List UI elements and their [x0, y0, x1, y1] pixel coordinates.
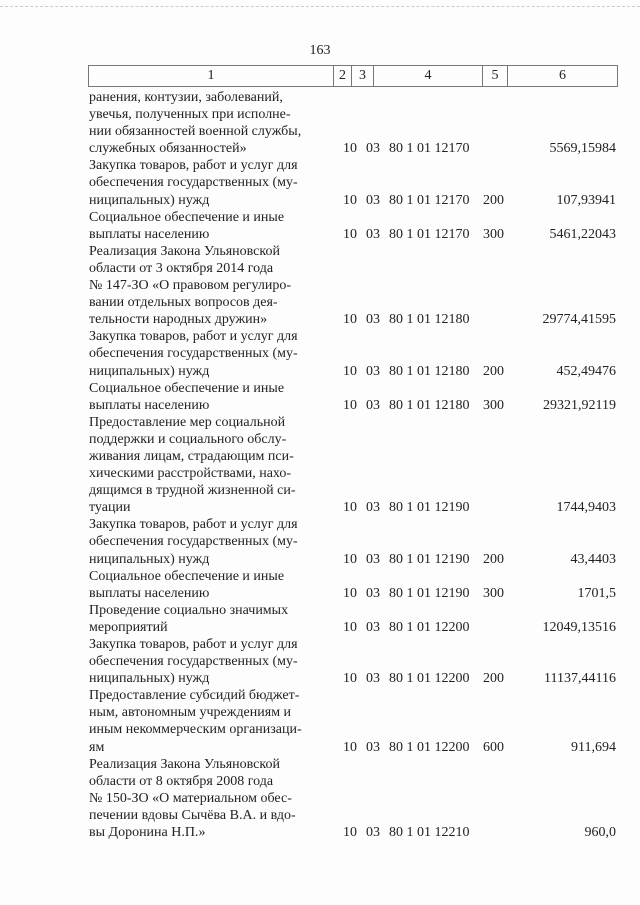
subsection-code: 03 [366, 192, 380, 208]
expense-type-code: 200 [483, 192, 504, 208]
table-row [89, 89, 616, 157]
amount: 5569,15984 [549, 141, 616, 157]
table-row [89, 209, 616, 243]
target-article-code: 80 1 01 12180 [389, 397, 470, 413]
target-article-code: 80 1 01 12180 [389, 312, 470, 328]
subsection-code: 03 [366, 619, 380, 635]
expense-type-code: 200 [483, 363, 504, 379]
header-col-4: 4 [374, 66, 483, 86]
amount: 1701,5 [577, 585, 616, 601]
amount: 43,4403 [570, 551, 616, 567]
subsection-code: 03 [366, 825, 380, 841]
expense-type-code: 600 [483, 739, 504, 755]
section-code: 10 [343, 192, 357, 208]
target-article-code: 80 1 01 12180 [389, 363, 470, 379]
section-code: 10 [343, 551, 357, 567]
expense-type-code: 200 [483, 671, 504, 687]
expense-type-code: 300 [483, 585, 504, 601]
table-row [89, 568, 616, 602]
subsection-code: 03 [366, 585, 380, 601]
table-row [89, 602, 616, 636]
row-description: Реализация Закона Ульяновской области от 3 октября 2014 года № 147-ЗО «О правовом регулиро- вании отдельных вопросов дея- тельности народных дружин» [89, 243, 292, 328]
target-article-code: 80 1 01 12190 [389, 551, 470, 567]
target-article-code: 80 1 01 12170 [389, 192, 470, 208]
target-article-code: 80 1 01 12200 [389, 739, 470, 755]
amount: 452,49476 [556, 363, 616, 379]
amount: 1744,9403 [556, 500, 616, 516]
subsection-code: 03 [366, 671, 380, 687]
row-description: Социальное обеспечение и иные выплаты населению [89, 380, 285, 413]
subsection-code: 03 [366, 141, 380, 157]
target-article-code: 80 1 01 12170 [389, 141, 470, 157]
section-code: 10 [343, 619, 357, 635]
row-description: Закупка товаров, работ и услуг для обеспечения государственных (му- ниципальных) нужд [89, 158, 298, 208]
header-col-2: 2 [334, 66, 352, 86]
expense-type-code: 300 [483, 397, 504, 413]
section-code: 10 [343, 141, 357, 157]
target-article-code: 80 1 01 12210 [389, 825, 470, 841]
table-row [89, 328, 616, 379]
expense-type-code: 200 [483, 551, 504, 567]
subsection-code: 03 [366, 312, 380, 328]
target-article-code: 80 1 01 12190 [389, 500, 470, 516]
page-number: 163 [309, 43, 331, 58]
section-code: 10 [343, 739, 357, 755]
section-code: 10 [343, 585, 357, 601]
row-description: ранения, контузии, заболеваний, увечья, полученных при исполне- нии обязанностей военной службы, служебных обязанностей» [89, 90, 302, 157]
header-col-3: 3 [352, 66, 374, 86]
section-code: 10 [343, 397, 357, 413]
amount: 911,694 [571, 739, 616, 755]
table-row [89, 243, 616, 328]
section-code: 10 [343, 226, 357, 242]
header-col-1: 1 [89, 66, 334, 86]
target-article-code: 80 1 01 12200 [389, 619, 470, 635]
expense-type-code: 300 [483, 226, 504, 242]
row-description: Закупка товаров, работ и услуг для обеспечения государственных (му- ниципальных) нужд [89, 517, 298, 567]
table-row [89, 157, 616, 208]
row-description: Закупка товаров, работ и услуг для обеспечения государственных (му- ниципальных) нужд [89, 329, 298, 379]
target-article-code: 80 1 01 12200 [389, 671, 470, 687]
table-row [89, 414, 616, 517]
amount: 5461,22043 [549, 226, 616, 242]
section-code: 10 [343, 825, 357, 841]
table-row [89, 687, 616, 755]
row-description: Реализация Закона Ульяновской области от 8 октября 2008 года № 150-ЗО «О материальном обес- печении вдовы Сычёва В.А. и вдо- вы Доронина Н.П.» [89, 756, 296, 841]
section-code: 10 [343, 500, 357, 516]
subsection-code: 03 [366, 500, 380, 516]
row-description: Закупка товаров, работ и услуг для обеспечения государственных (му- ниципальных) нужд [89, 637, 298, 687]
subsection-code: 03 [366, 551, 380, 567]
amount: 29321,92119 [543, 397, 616, 413]
row-description: Предоставление субсидий бюджет- ным, автономным учреждениям и иным некоммерческим организаци- ям [89, 688, 302, 755]
row-description: Предоставление мер социальной поддержки и социального обслу- живания лицам, страдающим пси- хическими расстройствами, нахо- дящимся в трудной жизненной си- туации [89, 414, 296, 516]
header-col-6: 6 [559, 68, 566, 83]
section-code: 10 [343, 363, 357, 379]
table-row [89, 516, 616, 567]
amount: 107,93941 [556, 192, 616, 208]
header-col-5: 5 [483, 66, 508, 86]
scan-edge [0, 6, 640, 7]
amount: 29774,41595 [542, 312, 616, 328]
row-description: Социальное обеспечение и иные выплаты населению [89, 209, 285, 242]
section-code: 10 [343, 671, 357, 687]
subsection-code: 03 [366, 226, 380, 242]
amount: 12049,13516 [542, 619, 616, 635]
target-article-code: 80 1 01 12170 [389, 226, 470, 242]
table-body [89, 89, 616, 841]
table-row [89, 756, 616, 841]
subsection-code: 03 [366, 397, 380, 413]
target-article-code: 80 1 01 12190 [389, 585, 470, 601]
table-row [89, 380, 616, 414]
subsection-code: 03 [366, 363, 380, 379]
row-description: Социальное обеспечение и иные выплаты населению [89, 568, 285, 601]
amount: 11137,44116 [544, 671, 616, 687]
table-header [88, 65, 618, 87]
table-row [89, 636, 616, 687]
row-description: Проведение социально значимых мероприятий [89, 602, 289, 635]
subsection-code: 03 [366, 739, 380, 755]
amount: 960,0 [584, 825, 616, 841]
section-code: 10 [343, 312, 357, 328]
